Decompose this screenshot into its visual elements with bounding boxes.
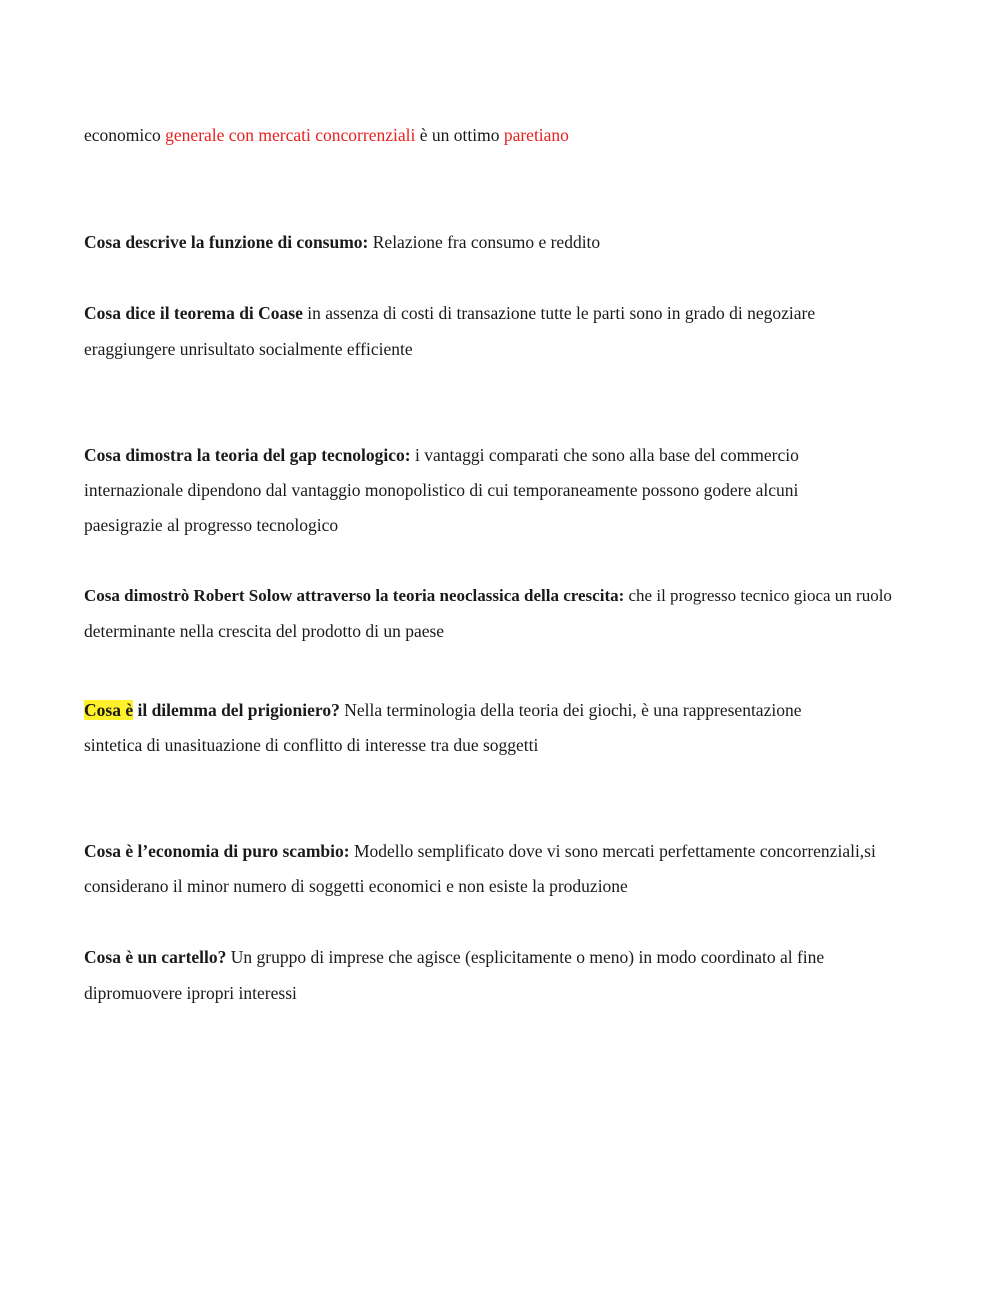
qa-technology-gap-continued	[84, 479, 798, 501]
answer-text: considerano il minor numero di soggetti economici e non esiste la produzione	[84, 876, 628, 896]
qa-pure-exchange-economy-continued	[84, 875, 628, 897]
question-text: Cosa dice il teorema di Coase	[84, 303, 303, 323]
qa-technology-gap	[84, 444, 799, 466]
answer-text: paesigrazie al progresso tecnologico	[84, 515, 339, 535]
qa-cartel	[84, 946, 824, 968]
qa-solow-growth-continued	[84, 620, 444, 642]
answer-text: Nella terminologia della teoria dei giochi, è una rappresentazione	[339, 700, 802, 720]
qa-technology-gap-continued	[84, 514, 338, 536]
qa-pure-exchange-economy	[84, 840, 876, 862]
paragraph-pareto	[84, 124, 569, 146]
question-text: il dilemma del prigioniero?	[133, 700, 340, 720]
qa-cartel-continued	[84, 982, 297, 1004]
answer-text: Un gruppo di imprese che agisce (esplicitamente o meno) in modo coordinato al fine	[226, 947, 825, 967]
answer-text: i vantaggi comparati che sono alla base del commercio	[410, 445, 799, 465]
qa-consumption-function	[84, 231, 600, 253]
question-text: Cosa è l’economia di puro scambio:	[84, 841, 350, 861]
answer-text: sintetica di unasituazione di conflitto di interesse tra due soggetti	[84, 735, 539, 755]
question-text: Cosa dimostrò Robert Solow attraverso la teoria neoclassica della crescita:	[84, 586, 625, 605]
highlighted-text: Cosa è	[84, 700, 134, 720]
text-segment: economico	[84, 125, 166, 145]
answer-text: determinante nella crescita del prodotto di un paese	[84, 621, 445, 641]
qa-coase-theorem	[84, 302, 815, 324]
qa-coase-theorem-continued	[84, 338, 413, 360]
question-text: Cosa è un cartello?	[84, 947, 227, 967]
answer-text: Modello semplificato dove vi sono mercati perfettamente concorrenziali,si	[349, 841, 876, 861]
qa-prisoners-dilemma-continued	[84, 734, 538, 756]
answer-text: internazionale dipendono dal vantaggio monopolistico di cui temporaneamente possono godere alcuni	[84, 480, 799, 500]
qa-solow-growth	[84, 585, 892, 607]
answer-text: in assenza di costi di transazione tutte le parti sono in grado di negoziare	[302, 303, 816, 323]
question-text: Cosa dimostra la teoria del gap tecnologico:	[84, 445, 411, 465]
question-text: Cosa descrive la funzione di consumo:	[84, 232, 369, 252]
text-segment: è un ottimo	[415, 125, 504, 145]
answer-text: dipromuovere ipropri interessi	[84, 983, 297, 1003]
answer-text: Relazione fra consumo e reddito	[368, 232, 601, 252]
red-text-segment: paretiano	[503, 125, 569, 145]
answer-text: che il progresso tecnico gioca un ruolo	[624, 586, 892, 605]
red-text-segment: generale con mercati concorrenziali	[165, 125, 416, 145]
answer-text: eraggiungere unrisultato socialmente efficiente	[84, 339, 413, 359]
qa-prisoners-dilemma	[84, 699, 801, 721]
